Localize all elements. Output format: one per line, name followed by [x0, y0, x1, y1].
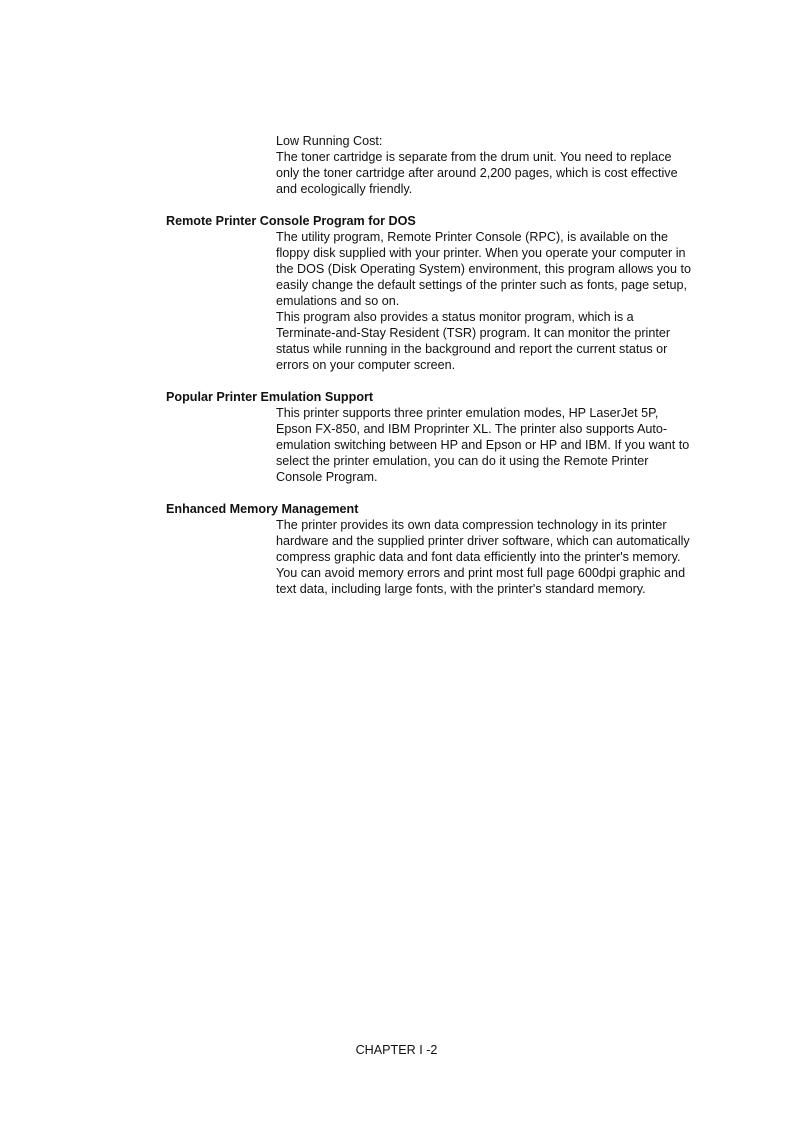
section-body-remote-printer-console [276, 229, 696, 373]
section-paragraph: The utility program, Remote Printer Console (RPC), is available on the floppy disk supplied with your printer. When you operate your computer in the DOS (Disk Operating System) environment, this program allows you to easily change the default settings of the printer such as fonts, page setup, emulations and so on. [276, 230, 692, 308]
section-heading-remote-printer-console: Remote Printer Console Program for DOS [166, 214, 416, 228]
low-running-cost-block [276, 133, 696, 197]
page-footer: CHAPTER I -2 [355, 1043, 438, 1057]
low-running-cost-text: The toner cartridge is separate from the drum unit. You need to replace only the toner cartridge after around 2,200 pages, which is cost effective and ecologically friendly. [276, 150, 678, 196]
section-body-memory-management [276, 517, 696, 597]
section-paragraph: This printer supports three printer emulation modes, HP LaserJet 5P, Epson FX-850, and IBM Proprinter XL. The printer also supports Auto-emulation switching between HP and Epson or HP and IBM. If you want to select the printer emulation, you can do it using the Remote Printer Console Program. [276, 406, 690, 484]
section-body-printer-emulation [276, 405, 696, 485]
section-paragraph: The printer provides its own data compression technology in its printer hardware and the supplied printer driver software, which can automatically compress graphic data and font data efficiently into the printer's memory. You can avoid memory errors and print most full page 600dpi graphic and text data, including large fonts, with the printer's standard memory. [276, 518, 690, 596]
low-running-cost-title: Low Running Cost: [276, 134, 383, 148]
section-heading-printer-emulation: Popular Printer Emulation Support [166, 390, 374, 404]
section-paragraph: This program also provides a status monitor program, which is a Terminate-and-Stay Resident (TSR) program. It can monitor the printer status while running in the background and report the current status or errors on your computer screen. [276, 310, 671, 372]
section-heading-memory-management: Enhanced Memory Management [166, 502, 359, 516]
